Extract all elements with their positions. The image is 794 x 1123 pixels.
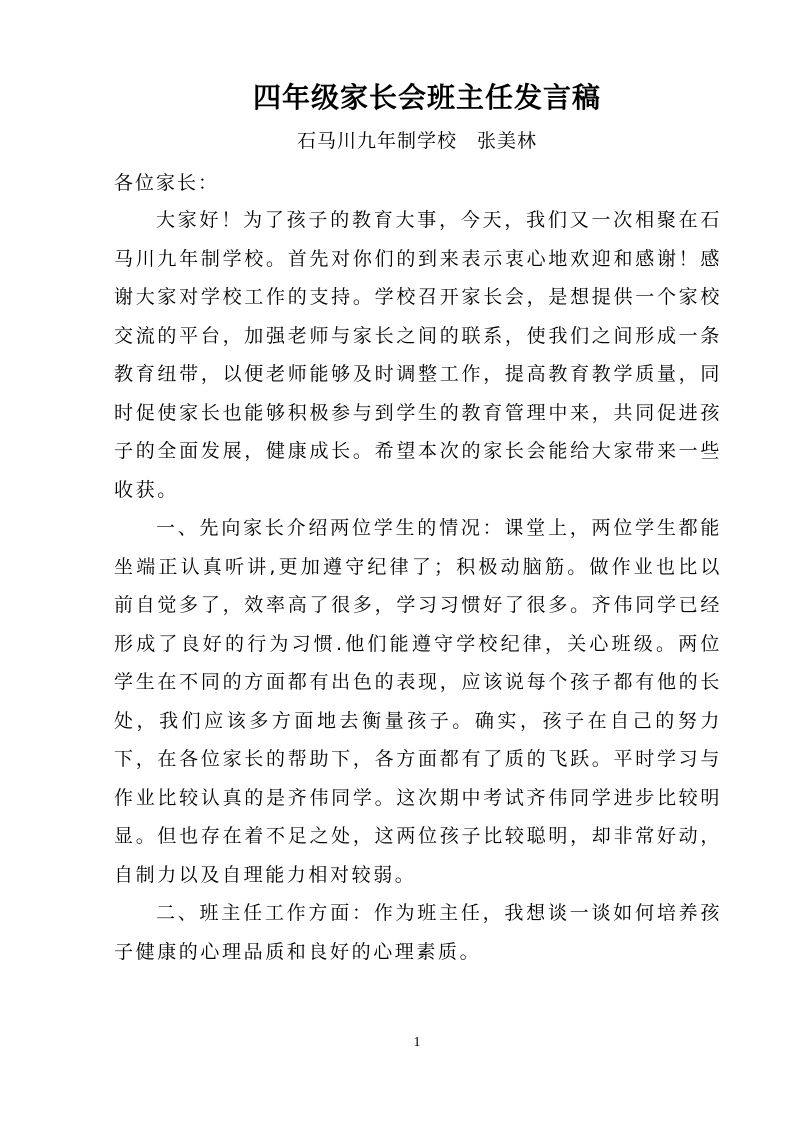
paragraph-teacher-work: 二、班主任工作方面：作为班主任，我想谈一谈如何培养孩子健康的心理品质和良好的心理素质。 <box>114 902 722 963</box>
paragraph-welcome: 大家好！为了孩子的教育大事，今天，我们又一次相聚在石马川九年制学校。首先对你们的到来表示衷心地欢迎和感谢！感谢大家对学校工作的支持。学校召开家长会，是想提供一个家校交流的平台，加强老师与家长之间的联系，使我们之间形成一条教育纽带，以便老师能够及时调整工作，提高教育教学质量，同时促使家长也能够积极参与到学生的教育管理中来，共同促进孩子的全面发展，健康成长。希望本次的家长会能给大家带来一些收获。 <box>114 209 722 501</box>
paragraph-student-situation: 一、先向家长介绍两位学生的情况：课堂上，两位学生都能坐端正认真听讲,更加遵守纪律了；积极动脑筋。做作业也比以前自觉多了，效率高了很多，学习习惯好了很多。齐伟同学已经形成了良好的行为习惯.他们能遵守学校纪律，关心班级。两位学生在不同的方面都有出色的表现，应该说每个孩子都有他的长处，我们应该多方面地去衡量孩子。确实，孩子在自己的努力下，在各位家长的帮助下，各方面都有了质的飞跃。平时学习与作业比较认真的是齐伟同学。这次期中考试齐伟同学进步比较明显。但也存在着不足之处，这两位孩子比较聪明，却非常好动，自制力以及自理能力相对较弱。 <box>114 517 722 886</box>
page-number: 1 <box>413 1035 421 1050</box>
greeting: 各位家长： <box>114 172 220 194</box>
document-title: 四年级家长会班主任发言稿 <box>252 81 601 114</box>
body-text <box>114 201 722 971</box>
document-subtitle: 石马川九年制学校 张美林 <box>296 130 537 152</box>
